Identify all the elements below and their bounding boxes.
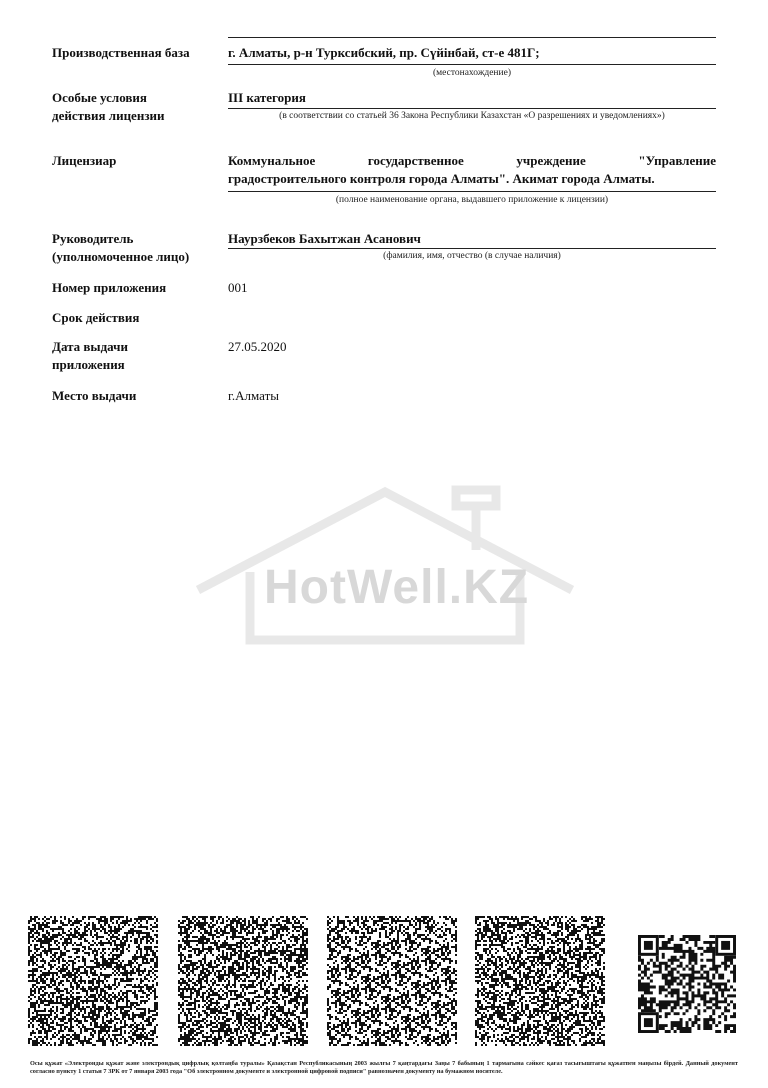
special-conditions-value: III категория [228, 90, 306, 105]
licensor-underline [228, 191, 716, 192]
qr-code-2 [178, 916, 308, 1046]
head-label-line2: (уполномоченное лицо) [52, 249, 190, 264]
licensor-label: Лицензиар [52, 153, 117, 168]
licensor-caption: (полное наименование органа, выдавшего приложение к лицензии) [335, 195, 609, 205]
special-conditions-underline [228, 108, 716, 109]
special-conditions-label-line1: Особые условия [52, 90, 147, 105]
licensor-value-line1: Коммунальное государственное учреждение "Управление [228, 153, 716, 168]
head-label [52, 230, 222, 266]
production-base-caption: (местонахождение) [433, 68, 511, 78]
issue-date-value: 27.05.2020 [228, 339, 287, 354]
issue-place-value: г.Алматы [228, 388, 279, 403]
head-caption: (фамилия, имя, отчество (в случае наличия) [383, 251, 561, 261]
appendix-number-label: Номер приложения [52, 280, 167, 295]
footer-legal-note: Осы құжат «Электронды құжат және электрондық цифрлық қолтаңба туралы» Қазақстан Республикасының 2003 жылғы 7 қаңтардағы Заңы 7 бабының 1 тармағына сәйкес қағаз тасығыштағы құжатпен маңызы бірдей. Данный документ согласно пункту 1 статьи 7 ЗРК от 7 января 2003 года "Об электронном документе и электронной цифровой подписи" равнозначен документу на бумажном носителе. [30, 1060, 738, 1075]
head-value: Наурзбеков Бахытжан Асанович [228, 231, 421, 246]
issue-date-label [52, 338, 222, 374]
issue-date-label-line2: приложения [52, 357, 125, 372]
qr-code-1 [28, 916, 158, 1046]
production-base-label: Производственная база [52, 45, 190, 60]
qr-code-3 [327, 916, 457, 1046]
head-underline [228, 248, 716, 249]
head-label-line1: Руководитель [52, 231, 134, 246]
licensor-value-line2: градостроительного контроля города Алматы". Акимат города Алматы. [228, 171, 655, 186]
watermark-logo-text: HotWell.KZ [264, 561, 530, 614]
qr-code-small [638, 935, 736, 1033]
special-conditions-caption: (в соответствии со статьей 36 Закона Республики Казахстан «О разрешениях и уведомлениях») [279, 111, 665, 121]
special-conditions-label-line2: действия лицензии [52, 108, 165, 123]
production-base-value: г. Алматы, р-н Турксибский, пр. Сүйінбай, ст-е 481Г; [228, 45, 540, 60]
production-base-underline [228, 64, 716, 65]
production-base-top-line [228, 37, 716, 38]
issue-place-label: Место выдачи [52, 388, 137, 403]
licensor-value [228, 152, 716, 188]
validity-label: Срок действия [52, 310, 140, 325]
special-conditions-label [52, 89, 222, 125]
qr-code-4 [475, 916, 605, 1046]
issue-date-label-line1: Дата выдачи [52, 339, 128, 354]
appendix-number-value: 001 [228, 280, 248, 295]
